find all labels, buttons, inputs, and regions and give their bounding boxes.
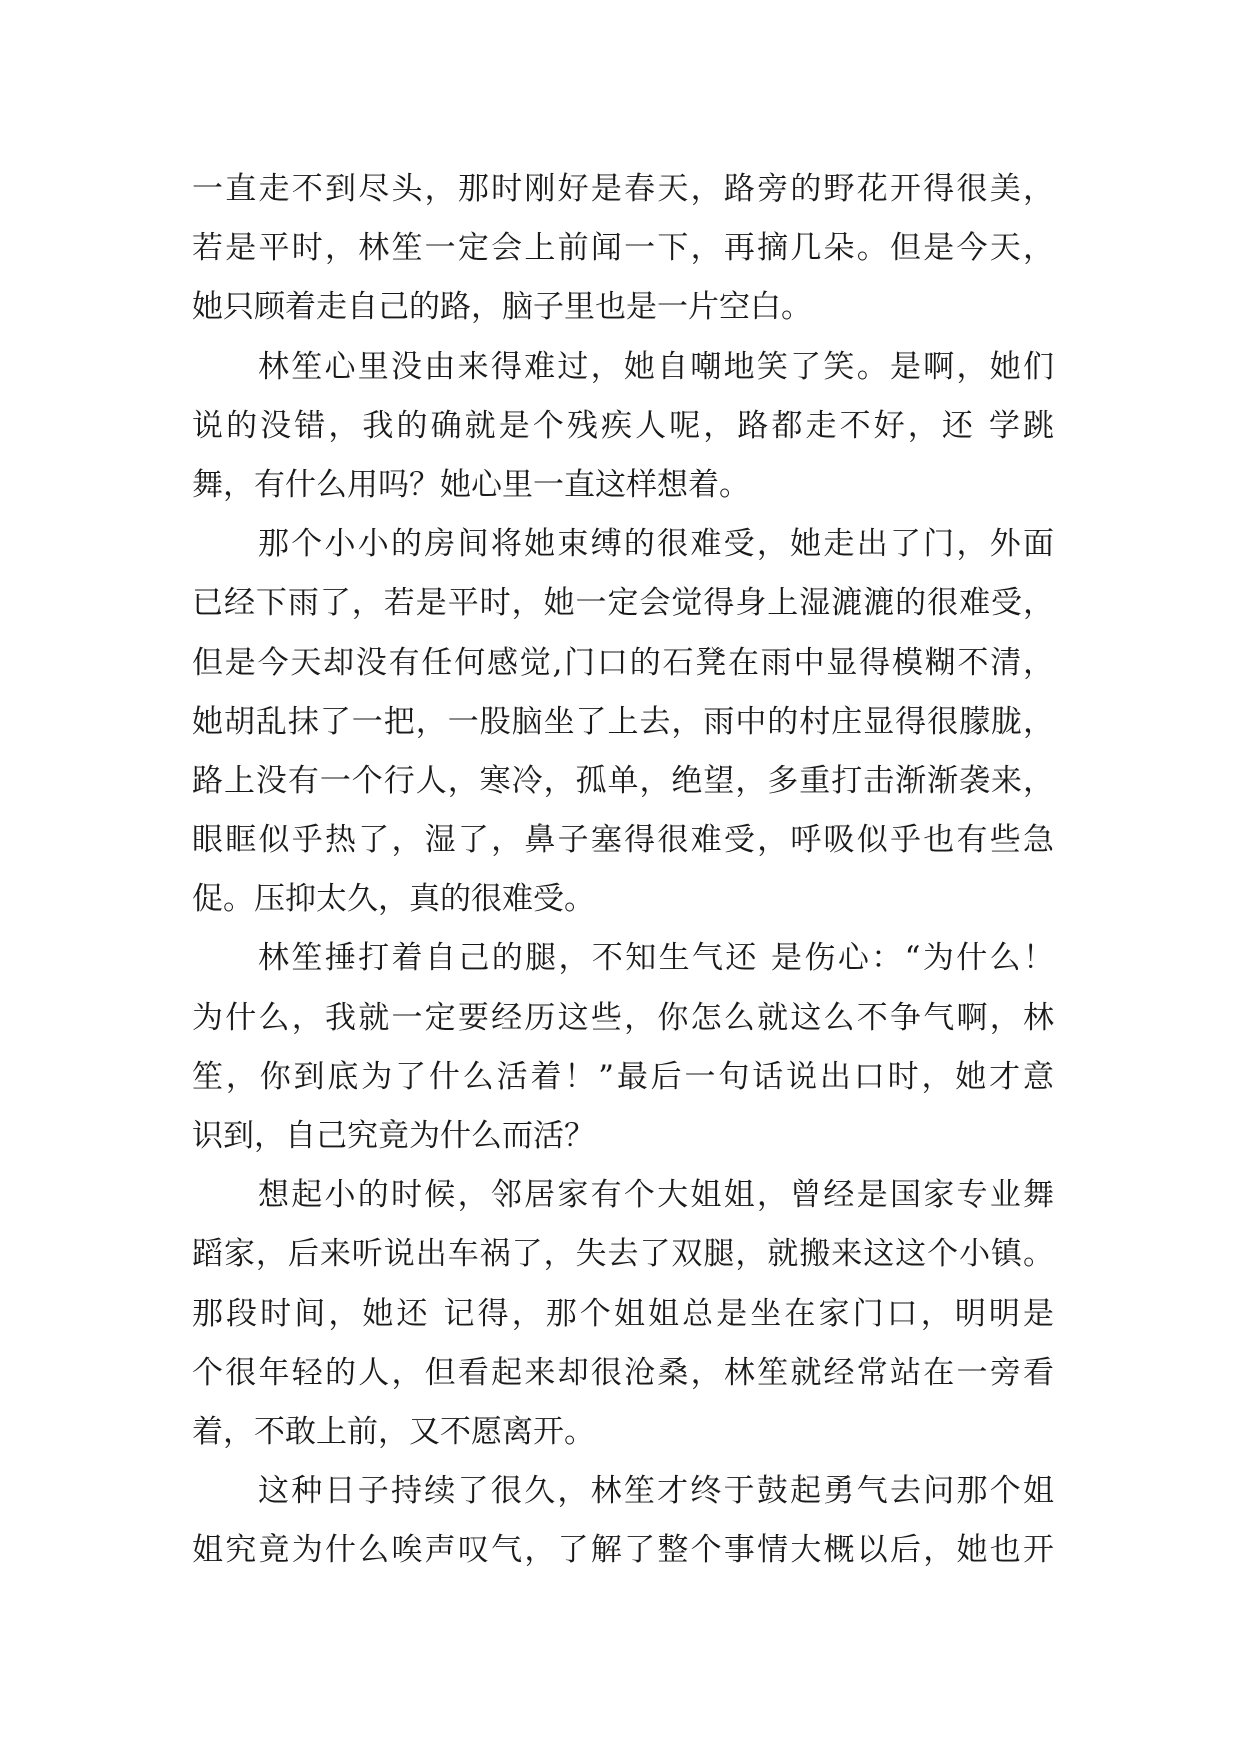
body-text: [192, 160, 1054, 1581]
text-line: 着，不敢上前，又不愿离开。: [192, 1413, 595, 1450]
text-line: 蹈家，后来听说出车祸了，失去了双腿，就搬来这这个小镇。: [192, 1236, 1054, 1273]
paragraph: [192, 338, 1054, 516]
text-line: 那段时间，她还 记得，那个姐姐总是坐在家门口，明明是: [192, 1295, 1054, 1332]
paragraph: [192, 1462, 1054, 1580]
text-line: 路上没有一个行人，寒冷，孤单，绝望，多重打击渐渐袭来，: [192, 762, 1054, 799]
text-line: 想起小的时候，邻居家有个大姐姐，曾经是国家专业舞: [258, 1177, 1054, 1214]
paragraph: [192, 160, 1054, 338]
paragraph: [192, 1166, 1054, 1462]
paragraph: [192, 929, 1054, 1166]
text-line: 她只顾着走自己的路，脑子里也是一片空白。: [192, 289, 812, 326]
text-line: 促。压抑太久，真的很难受。: [192, 881, 595, 918]
text-line: 识到，自己究竟为什么而活？: [192, 1118, 595, 1154]
text-line: 林笙心里没由来得难过，她自嘲地笑了笑。是啊，她们: [258, 348, 1054, 385]
text-line: 笙，你到底为了什么活着！”最后一句话说出口时，她才意: [192, 1058, 1054, 1095]
text-line: 眼眶似乎热了，湿了，鼻子塞得很难受，呼吸似乎也有些急: [192, 822, 1054, 859]
text-line: 若是平时，林笙一定会上前闻一下，再摘几朵。但是今天，: [192, 230, 1054, 267]
text-line: 姐究竟为什么唉声叹气，了解了整个事情大概以后，她也开: [192, 1532, 1054, 1569]
text-line: 已经下雨了，若是平时，她一定会觉得身上湿漉漉的很难受，: [192, 585, 1054, 622]
text-line: 但是今天却没有任何感觉,门口的石凳在雨中显得模糊不清，: [192, 644, 1054, 681]
paragraph: [192, 515, 1054, 929]
text-line: 一直走不到尽头，那时刚好是春天，路旁的野花开得很美，: [192, 171, 1054, 207]
text-line: 说的没错，我的确就是个残疾人呢，路都走不好，还 学跳: [192, 407, 1054, 444]
text-line: 林笙捶打着自己的腿，不知生气还 是伤心：“为什么！: [258, 940, 1054, 977]
text-line: 个很年轻的人，但看起来却很沧桑，林笙就经常站在一旁看: [192, 1354, 1054, 1391]
text-line: 这种日子持续了很久，林笙才终于鼓起勇气去问那个姐: [258, 1473, 1054, 1510]
text-line: 为什么，我就一定要经历这些，你怎么就这么不争气啊，林: [192, 999, 1054, 1036]
text-line: 她胡乱抹了一把，一股脑坐了上去，雨中的村庄显得很朦胧，: [192, 703, 1054, 740]
text-line: 那个小小的房间将她束缚的很难受，她走出了门，外面: [258, 526, 1054, 563]
text-line: 舞，有什么用吗？她心里一直这样想着。: [192, 466, 750, 503]
